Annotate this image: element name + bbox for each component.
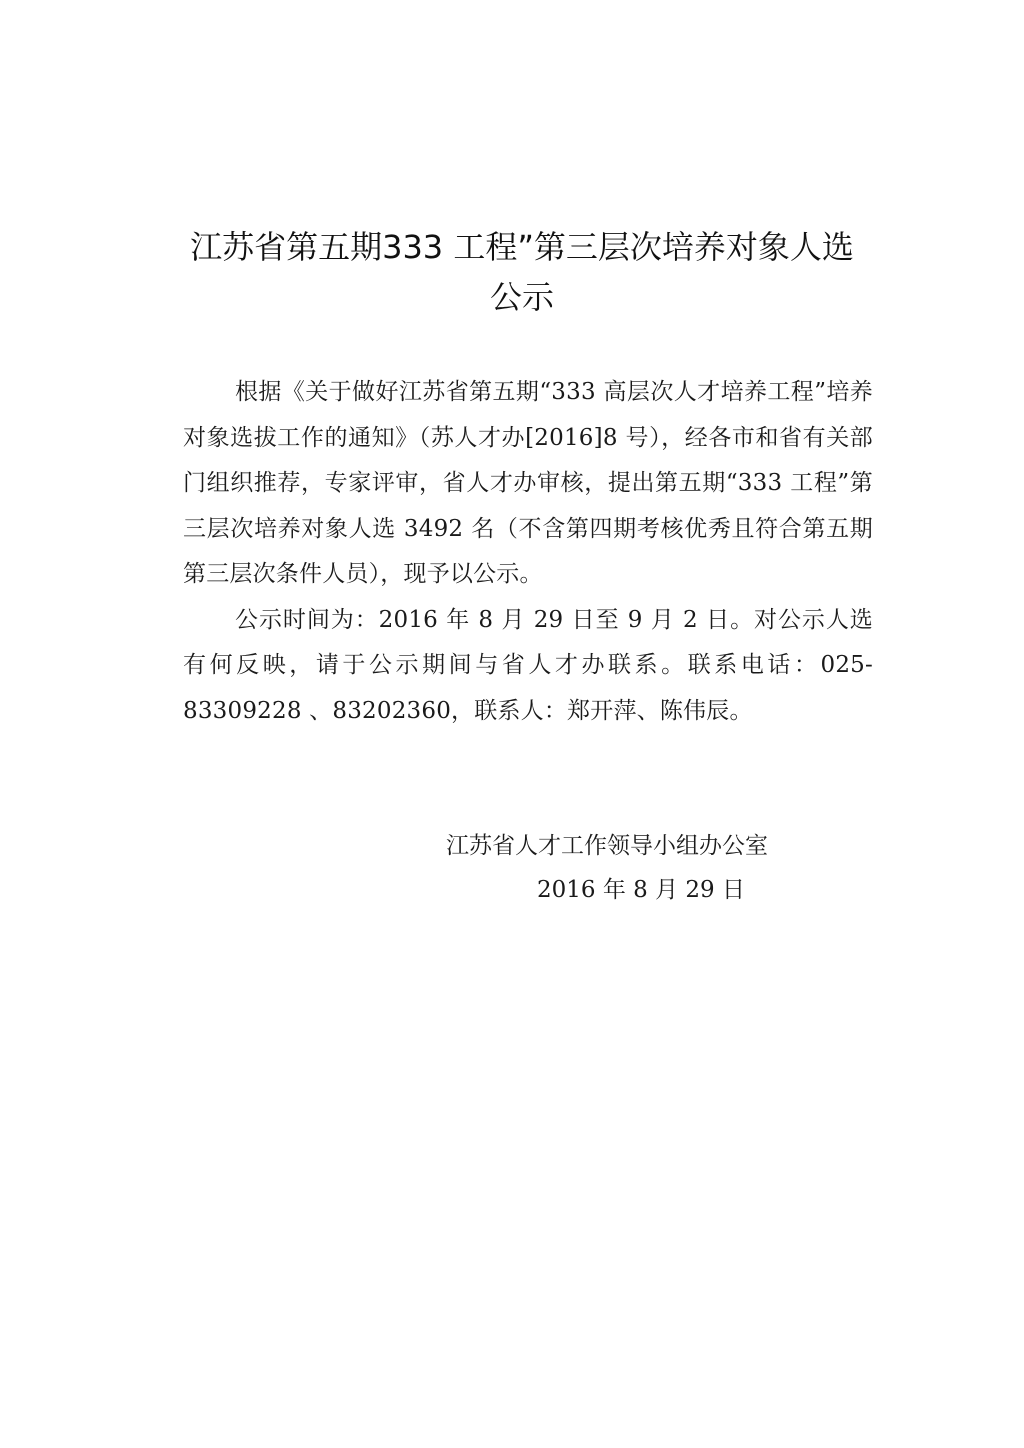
title-line-2: 公示 <box>489 278 554 316</box>
signature-block <box>440 824 840 912</box>
title-line-1: 江苏省第五期333 工程”第三层次培养对象人选 <box>190 228 854 266</box>
document-title <box>150 222 894 322</box>
paragraph-announcement: 根据《关于做好江苏省第五期“333 高层次人才培养工程”培养对象选拔工作的通知》（苏人才办[2016]8 号），经各市和省有关部门组织推荐，专家评审，省人才办审核，提出第五期“333 工程”第三层次培养对象人选 3492 名（不含第四期考核优秀且符合第五期第三层次条件人员），现予以公示。 <box>183 379 873 587</box>
signature-date: 2016 年 8 月 29 日 <box>537 877 745 903</box>
signature-organization: 江苏省人才工作领导小组办公室 <box>446 833 768 859</box>
document-body <box>183 370 873 734</box>
paragraph-contact: 公示时间为：2016 年 8 月 29 日至 9 月 2 日。对公示人选有何反映，请于公示期间与省人才办联系。联系电话：025-83309228 、83202360，联系人：郑开萍、陈伟辰。 <box>183 606 873 724</box>
